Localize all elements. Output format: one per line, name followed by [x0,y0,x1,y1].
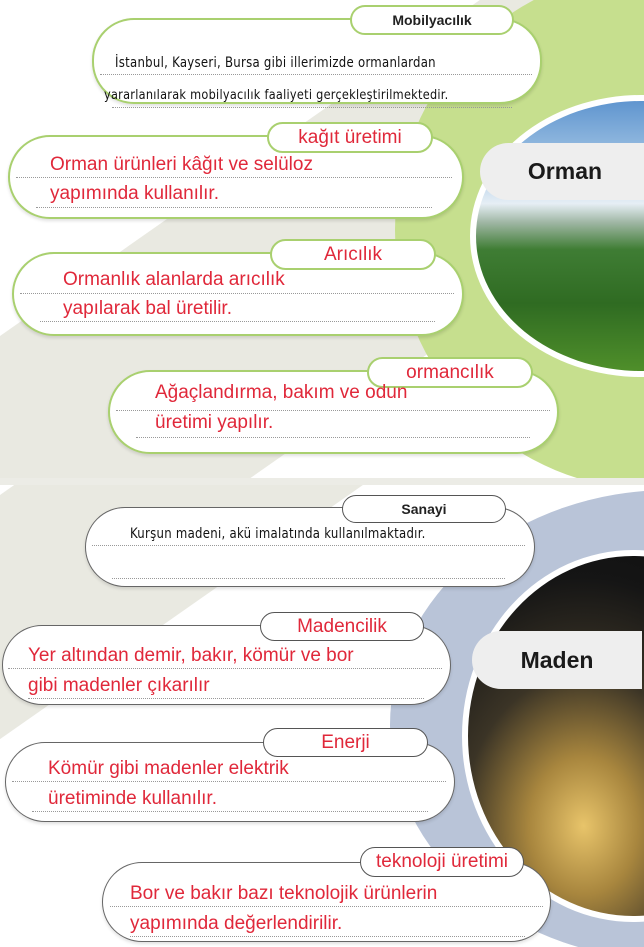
dotted-line [100,74,532,75]
dotted-line [116,410,550,411]
enerji-tab [263,728,428,757]
dotted-line [8,668,442,669]
tab-label: Mobilyacılık [392,12,472,28]
tab-label: Enerji [321,731,370,753]
madencilik-tab [260,612,424,641]
answer-line-1: Kurşun madeni, akü imalatında kullanılmaktadır. [130,526,426,542]
mine-section [0,485,644,947]
dotted-line [28,698,424,699]
sanayi-tab [342,495,506,523]
tab-label: Arıcılık [323,243,383,265]
answer-line-1: Yer altından demir, bakır, kömür ve bor [28,645,354,666]
answer-line-2: gibi madenler çıkarılır [28,675,210,696]
dotted-line [112,107,512,108]
answer-line-1: İstanbul, Kayseri, Bursa gibi illerimizde ormanlardan [115,55,436,71]
answer-line-1: Ağaçlandırma, bakım ve odun [155,382,408,403]
answer-line-2: yapılarak bal üretilir. [63,298,232,319]
dotted-line [36,207,432,208]
answer-line-1: Kömür gibi madenler elektrik [48,758,289,779]
dotted-line [130,936,525,937]
tab-label: Madencilik [297,615,387,637]
answer-line-2: üretimi yapılır. [155,412,274,433]
tab-label: Sanayi [401,501,447,517]
answer-line-1: Orman ürünleri kâğıt ve selüloz [50,154,313,175]
dotted-line [92,545,525,546]
section-divider [0,478,644,485]
tab-label: teknoloji üretimi [376,851,508,872]
answer-line-1: Ormanlık alanlarda arıcılık [63,269,285,290]
answer-line-1: Bor ve bakır bazı teknolojik ürünlerin [130,883,438,904]
answer-line-2: üretiminde kullanılır. [48,788,217,809]
dotted-line [20,293,454,294]
aricilik-tab [270,239,436,270]
teknoloji-uretimi-tab [360,847,524,877]
answer-line-2: yararlanılarak mobilyacılık faaliyeti gerçekleştirilmektedir. [104,87,449,103]
maden-label: Maden [472,631,642,689]
dotted-line [16,177,452,178]
answer-line-2: yapımında değerlendirilir. [130,913,343,934]
dotted-line [40,321,435,322]
dotted-line [112,578,505,579]
dotted-line [12,781,446,782]
kagit-uretimi-tab [267,122,433,153]
dotted-line [110,906,543,907]
answer-line-2: yapımında kullanılır. [50,183,219,204]
dotted-line [136,437,530,438]
orman-label: Orman [480,143,644,200]
mobilyacilik-tab [350,5,514,35]
tab-label: ormancılık [406,361,494,383]
tab-label: kağıt üretimi [298,126,402,148]
dotted-line [32,811,428,812]
